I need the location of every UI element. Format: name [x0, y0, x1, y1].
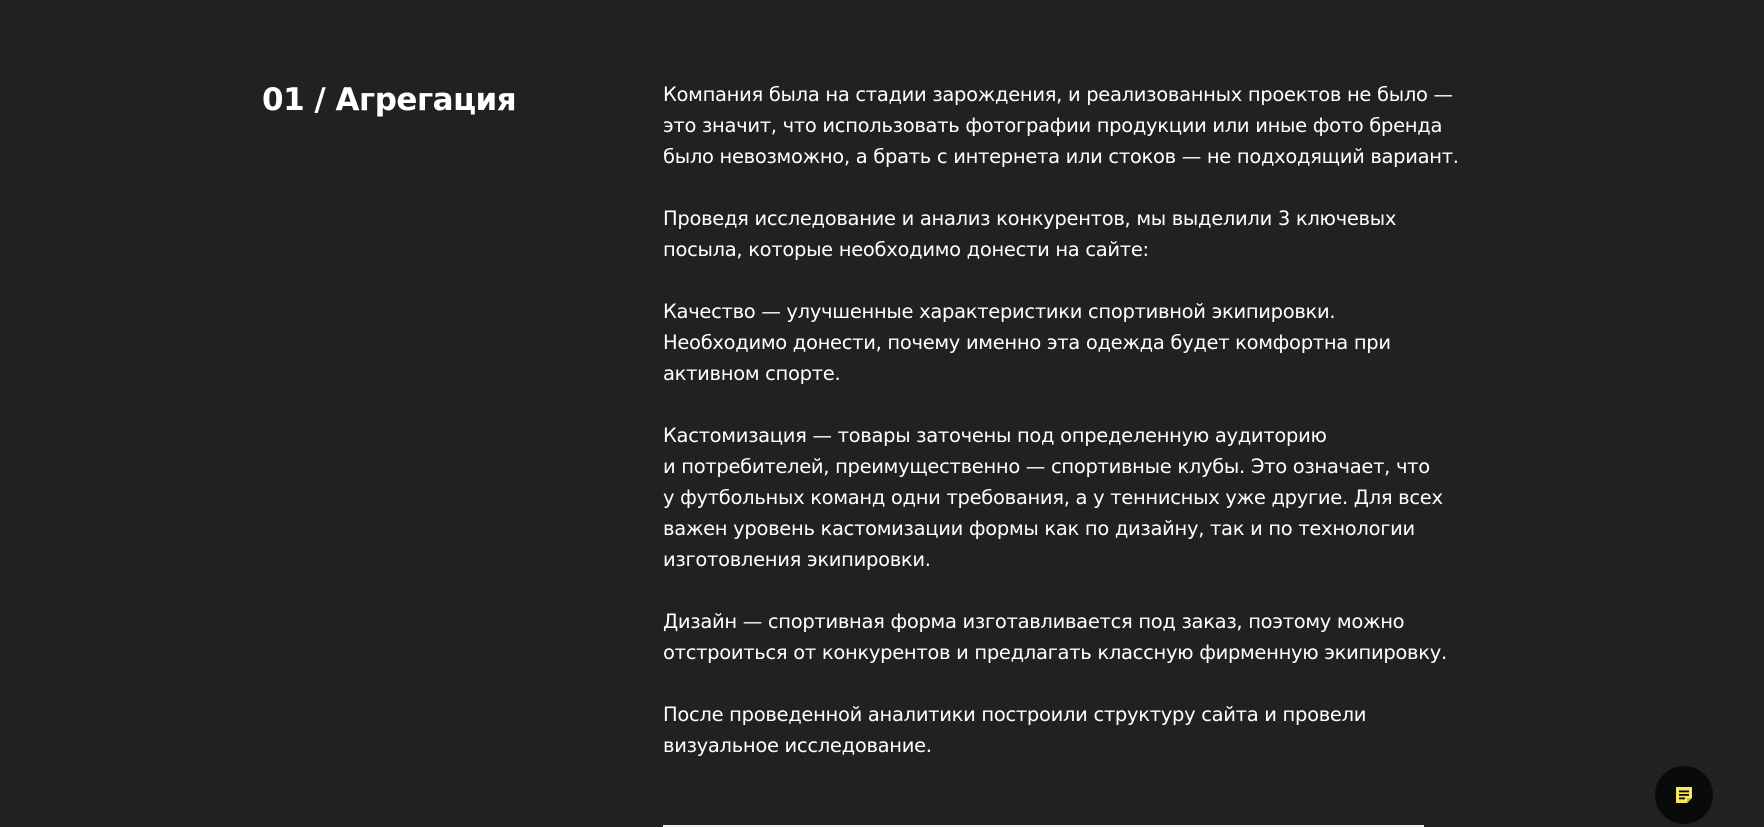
paragraph-design — [663, 606, 1453, 668]
paragraph-line: Компания была на стадии зарождения, и реализованных проектов не было — — [663, 83, 1453, 106]
paragraph-line: Необходимо донести, почему именно эта одежда будет комфортна при — [663, 331, 1391, 354]
paragraph-line: После проведенной аналитики построили структуру сайта и провели — [663, 703, 1367, 726]
section-title: 01 / Агрегация — [262, 82, 517, 118]
paragraph-quality — [663, 296, 1453, 389]
paragraph-line: и потребителей, преимущественно — спортивные клубы. Это означает, что — [663, 455, 1430, 478]
paragraph-line: отстроиться от конкурентов и предлагать классную фирменную экипировку. — [663, 641, 1447, 664]
paragraph-line: Кастомизация — товары заточены под определенную аудиторию — [663, 424, 1327, 447]
paragraph-line: Качество — улучшенные характеристики спортивной экипировки. — [663, 300, 1336, 323]
paragraph-line: было невозможно, а брать с интернета или стоков — не подходящий вариант. — [663, 145, 1459, 168]
paragraph-line: посыла, которые необходимо донести на сайте: — [663, 238, 1149, 261]
paragraph-line: активном спорте. — [663, 362, 841, 385]
paragraph-conclusion — [663, 699, 1453, 761]
section-body — [663, 79, 1459, 792]
paragraph-intro — [663, 79, 1459, 172]
chat-button[interactable] — [1655, 766, 1713, 824]
paragraph-line: это значит, что использовать фотографии продукции или иные фото бренда — [663, 114, 1443, 137]
note-icon — [1673, 784, 1695, 806]
paragraph-research — [663, 203, 1453, 265]
paragraph-line: изготовления экипировки. — [663, 548, 931, 571]
paragraph-customization — [663, 420, 1453, 575]
paragraph-line: у футбольных команд одни требования, а у теннисных уже другие. Для всех — [663, 486, 1443, 509]
paragraph-line: важен уровень кастомизации формы как по дизайну, так и по технологии — [663, 517, 1415, 540]
paragraph-line: Проведя исследование и анализ конкурентов, мы выделили 3 ключевых — [663, 207, 1397, 230]
paragraph-line: Дизайн — спортивная форма изготавливается под заказ, поэтому можно — [663, 610, 1405, 633]
paragraph-line: визуальное исследование. — [663, 734, 932, 757]
